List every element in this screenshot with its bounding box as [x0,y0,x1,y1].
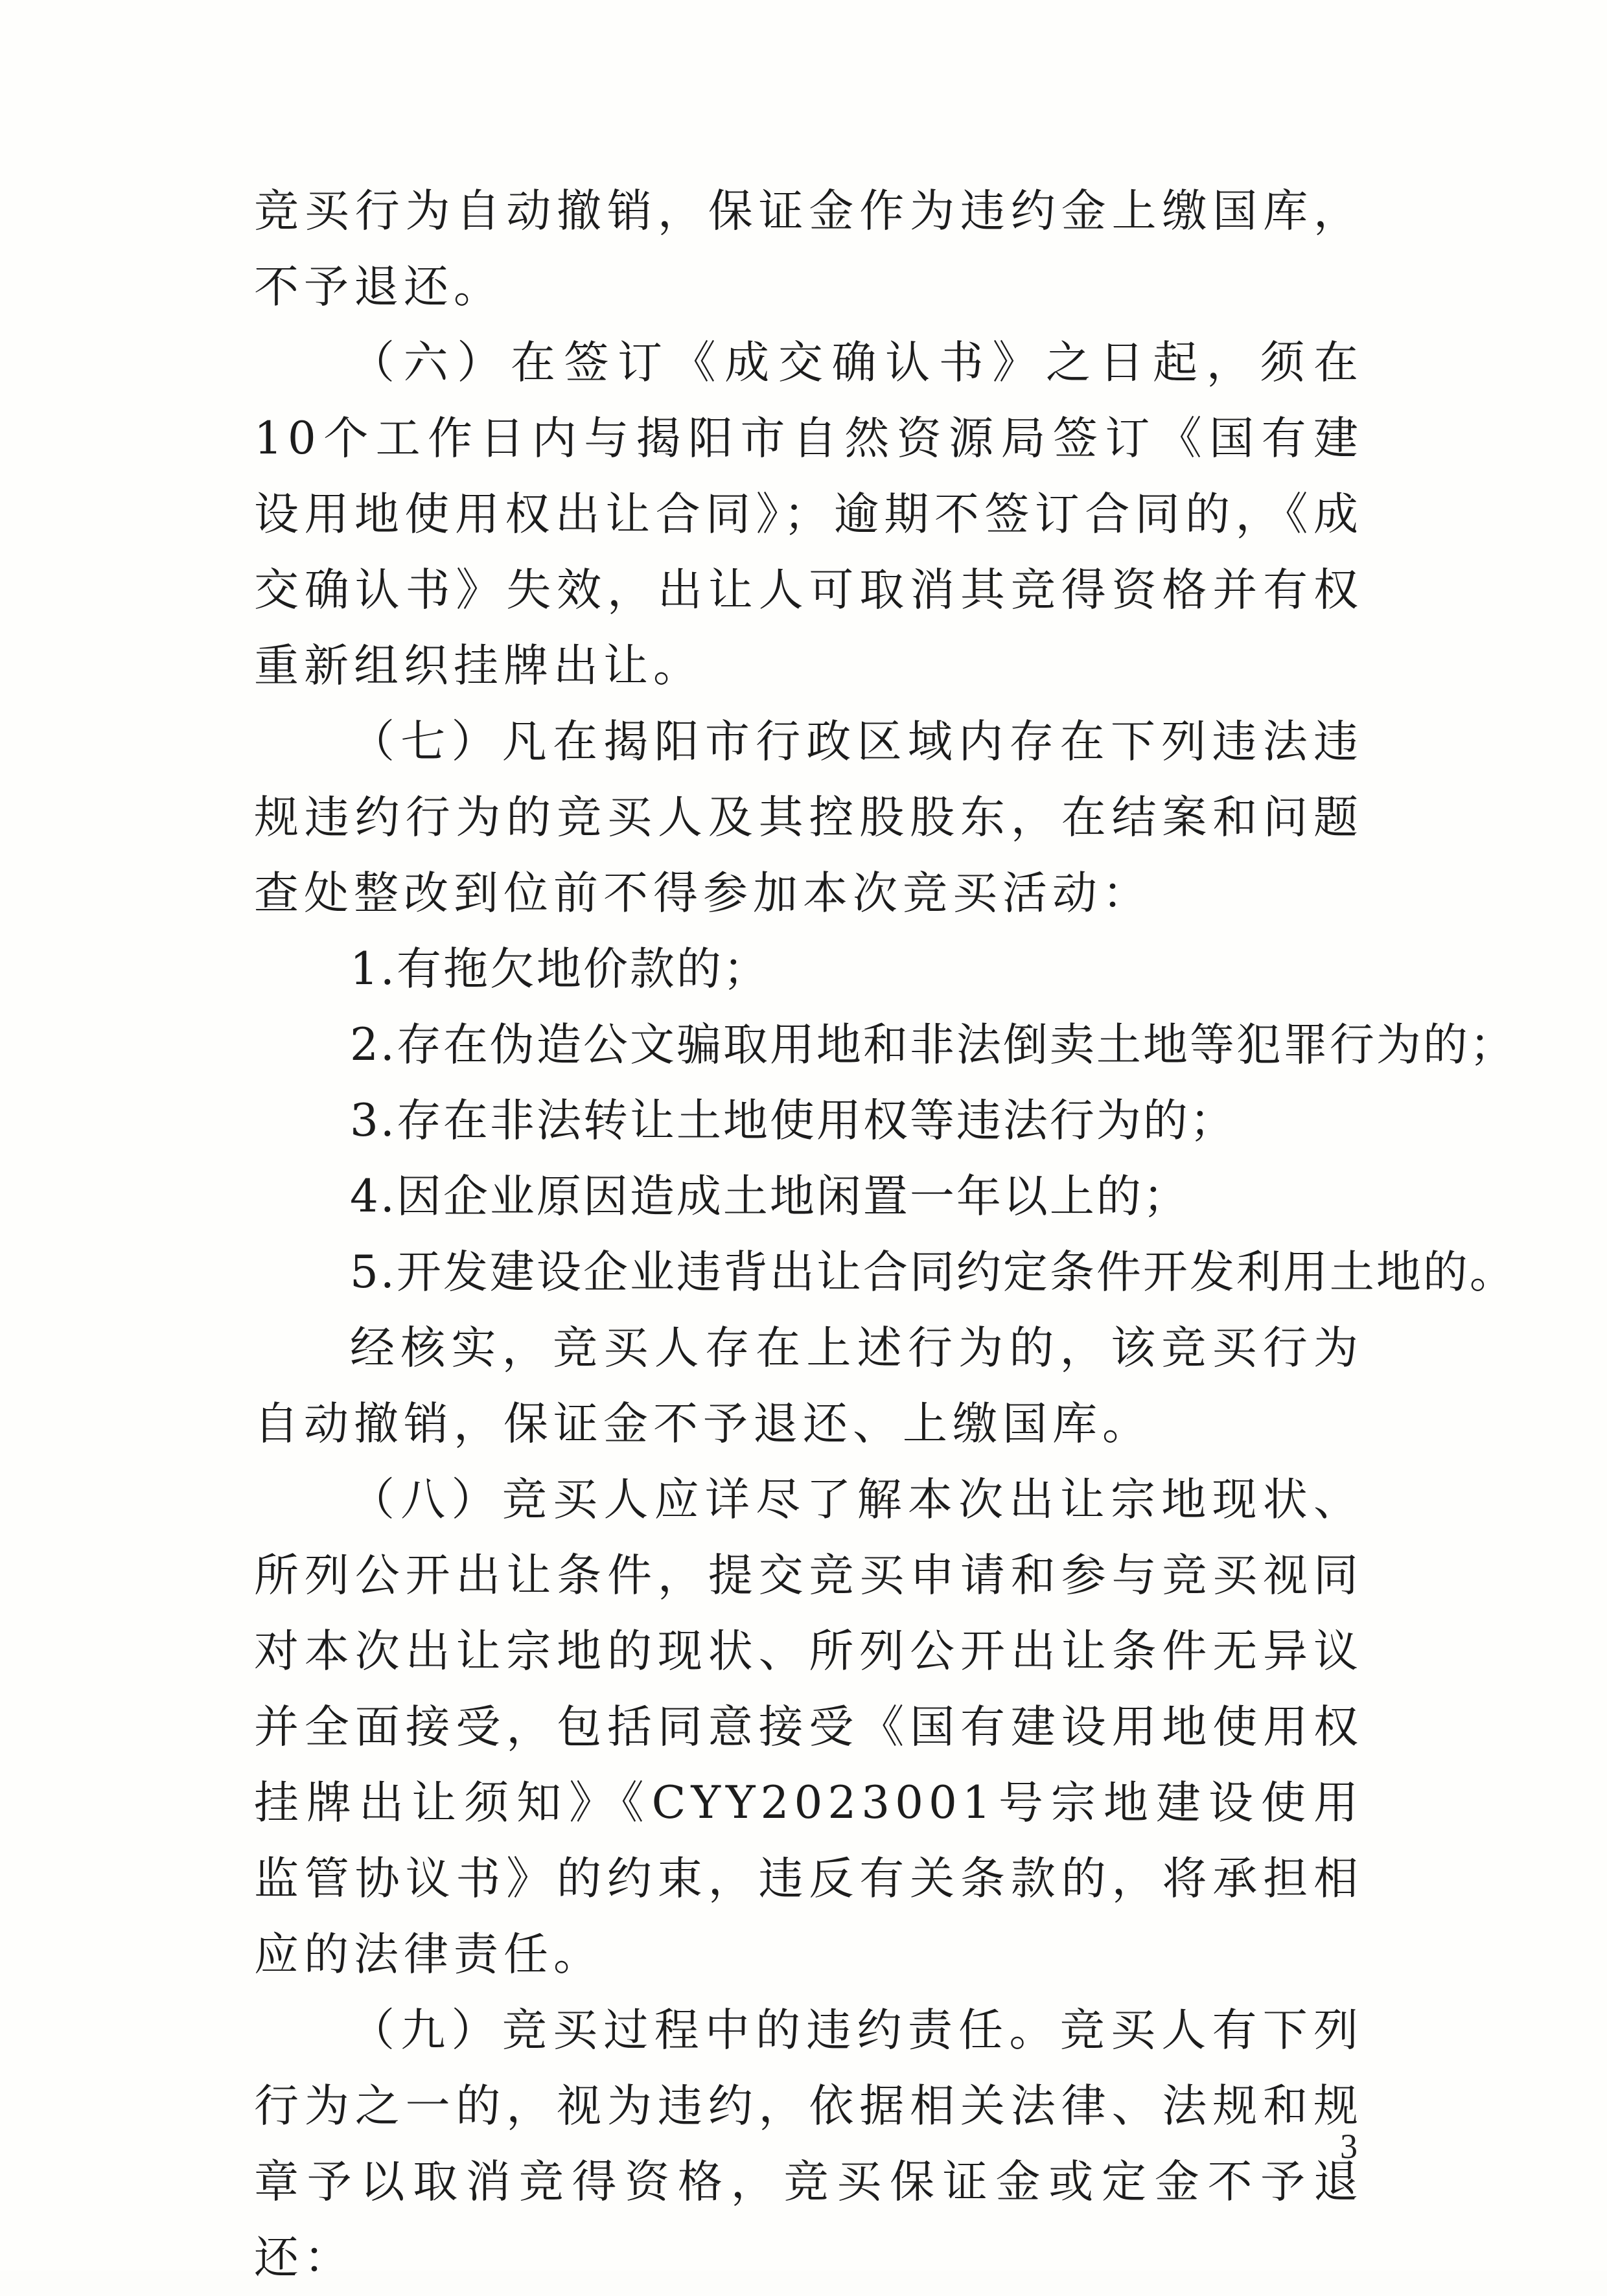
paragraph-verification: 经核实，竞买人存在上述行为的，该竞买行为自动撤销，保证金不予退还、上缴国库。 [254,1322,1363,1450]
list-item-4: 4.因企业原因造成土地闲置一年以上的； [350,1171,1190,1223]
document-body [254,174,1516,2296]
paragraph-continuation: 竞买行为自动撤销，保证金作为违约金上缴国库，不予退还。 [254,185,1363,313]
paragraph-9: （九）竞买过程中的违约责任。竞买人有下列行为之一的，视为违约，依据相关法律、法规和规章予以取消竞得资格，竞买保证金或定金不予退还： [254,2004,1363,2284]
page-number: 3 [1340,2127,1358,2166]
list-item-1: 1.有拖欠地价款的； [350,943,770,995]
paragraph-6: （六）在签订《成交确认书》之日起，须在10个工作日内与揭阳市自然资源局签订《国有建设用地使用权出让合同》；逾期不签订合同的，《成交确认书》失效，出让人可取消其竞得资格并有权重新组织挂牌出让。 [254,337,1363,692]
paragraph-7: （七）凡在揭阳市行政区域内存在下列违法违规违约行为的竞买人及其控股股东，在结案和问题查处整改到位前不得参加本次竞买活动： [254,716,1363,919]
list-item-3: 3.存在非法转让土地使用权等违法行为的； [350,1095,1236,1147]
paragraph-8: （八）竞买人应详尽了解本次出让宗地现状、所列公开出让条件，提交竞买申请和参与竞买视同对本次出让宗地的现状、所列公开出让条件无异议并全面接受，包括同意接受《国有建设用地使用权挂牌出让须知》《CYY2023001号宗地建设使用监管协议书》的约束，违反有关条款的，将承担相应的法律责任。 [254,1474,1363,1980]
list-item-2: 2.存在伪造公文骗取用地和非法倒卖土地等犯罪行为的； [350,1019,1516,1071]
list-item-5: 5.开发建设企业违背出让合同约定条件开发利用土地的。 [350,1246,1516,1298]
